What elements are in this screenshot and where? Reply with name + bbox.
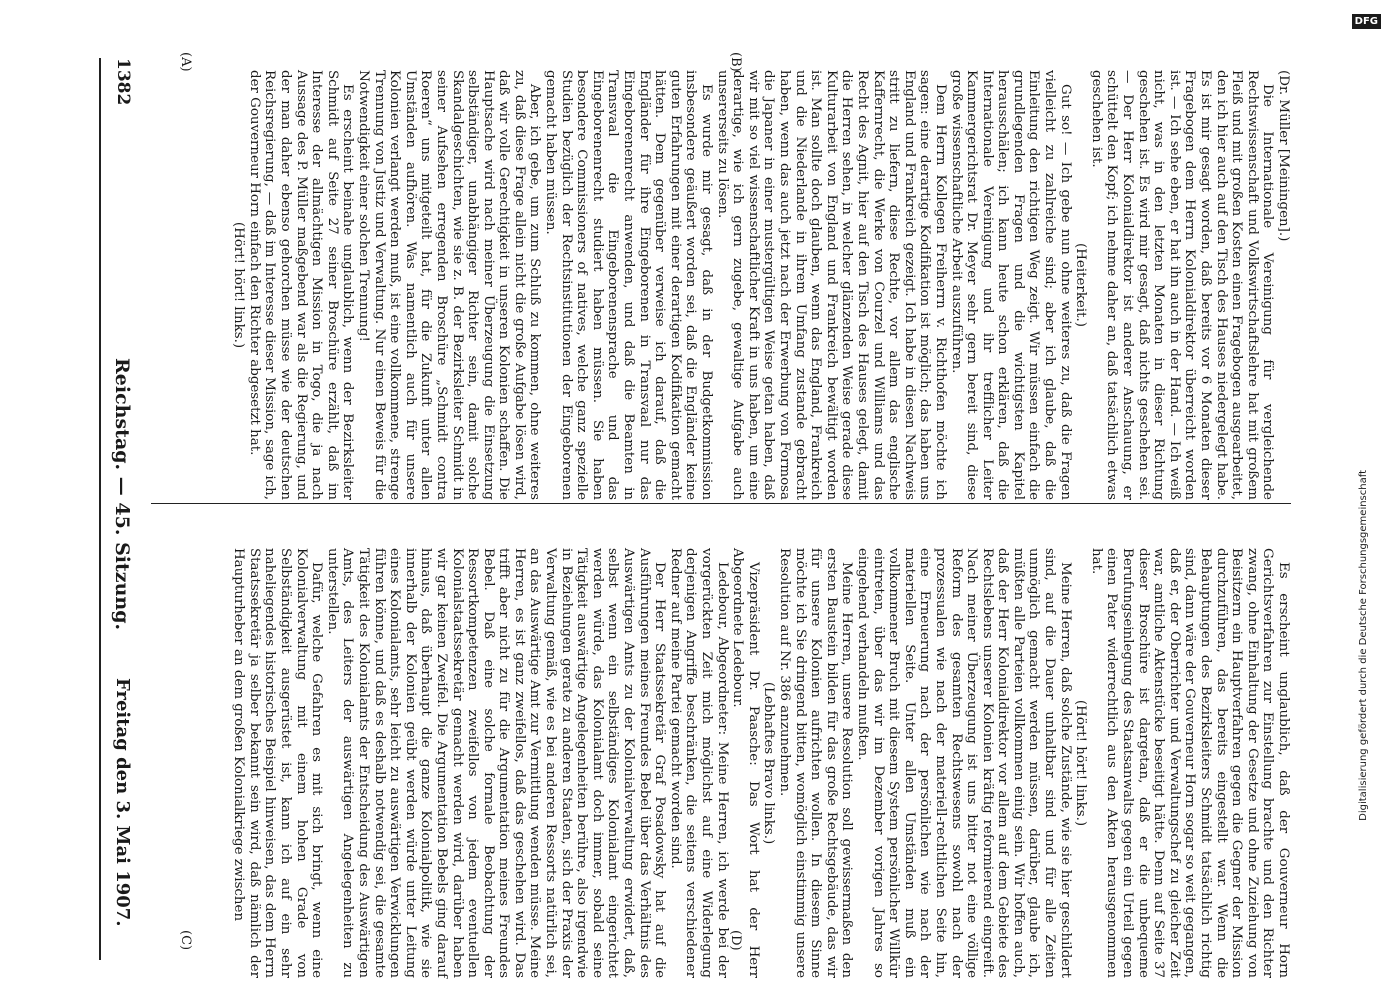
paragraph: Es wurde mir gesagt, daß in der Budgetkommission insbesondere geäußert worden sei, daß die Engländer keine guten Erfahrungen mit einer derartigen Kodifikation gemacht hätten. Dem gegenüber verweise ich darauf, daß die Engländer für ihre Eingeborenen in Transvaal nur das Eingeborenenrecht anwenden, und daß die Beamten in Transvaal die Eingeborenensprache und das Eingeborenenrecht studiert haben müssen. Sie haben besondere Commissioners of natives, welche ganz spezielle Studien bezüglich der Rechtsinstitutionen der Eingeborenen gemacht haben müssen.: [543, 70, 715, 500]
margin-mark-c: (C): [178, 930, 193, 951]
president-line: Vizepräsident Dr. Paasche: Das Wort hat der Herr Abgeordnete Ledebour.: [730, 548, 761, 978]
session-title: Reichstag. — 45. Sitzung.: [111, 358, 133, 631]
left-column: [231, 70, 1291, 500]
dfg-badge: DFG: [1352, 14, 1381, 29]
right-column: [231, 548, 1291, 978]
reaction: (Heiterkeit.): [1073, 243, 1089, 327]
paragraph: Der Herr Staatssekretär Graf Posadowsky hat auf die Ausführungen meines Freundes Bebel über das Verhältnis des Auswärtigen Amts zu der Kolonialverwaltung erwidert, daß, selbst wenn ein selbständiges Kolonialamt eingerichtet werden würde, das Kolonialamt doch immer, sobald seine Tätigkeit auswärtige Angelegenheiten berühre, also irgendwie in Beziehungen gerate zu anderen Staaten, sich der Praxis der Verwaltung gemäß, wie es bei anderen Ressorts natürlich sei, an das Auswärtige Amt zur Vermittlung wenden müsse. Meine Herren, es ist ganz zweifellos, daß das geschehen wird. Das trifft aber nicht zu für die Argumentation meines Freundes Bebel. Daß eine solche formale Beobachtung der Ressortkompetenzen zweifellos von jedem eventuellen Kolonialstaatssekretär gemacht werden wird, darüber haben wir gar keinen Zweifel. Die Argumentation Bebels ging darauf hinaus, daß überhaupt die ganze Kolonialpolitik, wie sie innerhalb der Kolonien geübt werden würde unter Leitung eines Kolonialamts, sehr leicht zu auswärtigen Verwicklungen führen könne, und daß es deshalb notwendig sei, die gesamte Tätigkeit des Kolonialamts der Entscheidung des Auswärtigen Amts, des Leiters der auswärtigen Angelegenheiten zu unterstellen.: [324, 548, 668, 978]
paragraph: Ledebour, Abgeordneter: Meine Herren, ich werde bei der vorgerückten Zeit mich möglichst auf eine Widerlegung derjenigen Angriffe beschränken, die seitens verschiedener Redner auf meine Partei gemacht worden sind.: [667, 548, 730, 978]
paragraph: Dem Herrn Kollegen Freiherrn v. Richthofen möchte ich sagen: eine derartige Kodifikation ist möglich; das haben uns England und Frankreich gezeigt. Ich habe in diesen Nachweis stritt zu liefern, diese Rechte, vor allem das englische Kaffernrecht, die Werke von Courzel und Williams und das Recht des Agnit, hier auf den Tisch des Hauses gelegt, damit die Herren sehen, in welcher glänzenden Weise gerade diese Kulturarbeit von England und Frankreich bewältigt worden ist. Man sollte doch glauben, wenn das England, Frankreich und die Niederlande in ihrem Umfang zustande gebracht haben, wenn das auch jetzt nach der Erwerbung von Formosa die Japaner in einer mustergültigen Weise getan haben, daß wir mit so viel wissenschaftlicher Kraft in uns haben, um eine derartige, wie ich gern zugebe, gewaltige Aufgabe auch unsererseits zu lösen.: [714, 70, 948, 500]
reaction: (Hört! hört! links.): [231, 221, 247, 349]
column-divider: [151, 503, 1291, 504]
session-date: Freitag den 3. Mai 1907.: [112, 678, 133, 927]
dfg-logo: [1352, 14, 1381, 29]
paragraph: Die Internationale Vereinigung für vergleichende Rechtswissenschaft und Volkswirtschaftslehre hat mit großem Fleiß und mit großen Kosten einen Fragebogen ausgearbeitet, den ich hier auch auf den Tisch des Hauses niedergelegt habe. Es ist mir gesagt worden, daß bereits vor 6 Monaten dieser Fragebogen dem Herrn Kolonialdirektor überreicht worden ist. — Ich sehe eben, er hat ihn auch in der Hand. — Ich weiß nicht, was in den letzten Monaten in dieser Richtung geschehen ist. Es wird mir gesagt, daß nichts geschehen sei. — Der Herr Kolonialdirektor ist anderer Anschauung, er schüttelt den Kopf; ich nehme daher an, daß tatsächlich etwas geschehen ist.: [1088, 70, 1276, 500]
margin-mark-a: (A): [178, 52, 193, 72]
paragraph: Meine Herren, unsere Resolution soll gewissermaßen den ersten Baustein bilden für das große Rechtsgebäude, das wir für unsere Kolonien aufrichten wollen. In diesem Sinne möchte ich Sie dringend bitten, womöglich einstimmig unsere Resolution auf Nr. 386 anzunehmen.: [777, 548, 855, 978]
reaction: (Lebhaftes Bravo links.): [761, 681, 777, 845]
speaker-reference: (Dr. Müller [Meiningen].): [1276, 70, 1291, 242]
paragraph: Aber, ich gebe, um zum Schluß zu kommen, ohne weiteres zu, daß diese Frage allein nicht die große Aufgabe lösen wird, daß wir volle Gerechtigkeit in unseren Kolonien schaffen. Die Hauptsache wird nach meiner Überzeugung die Einsetzung selbständiger, unabhängiger Richter sein, damit solche Skandalgeschichten, wie sie z. B. der Bezirksleiter Schmidt in seiner Aufsehen erregenden Broschüre „Schmidt contra Roeren“ uns mitgeteilt hat, für die Zukunft unter allen Umständen aufhören. Was namentlich auch für unsere Kolonien verlangt werden muß, ist eine vollkommene, strenge Trennung von Justiz und Verwaltung. Nur einen Beweis für die Notwendigkeit einer solchen Trennung!: [355, 70, 543, 500]
page-number: 1382: [113, 58, 133, 106]
paragraph: Dafür, welche Gefahren es mit sich bringt, wenn eine Kolonialverwaltung mit einem hohen Grade von Selbständigkeit ausgerüstet ist, kann ich auf ein sehr naheliegendes historisches Beispiel hinweisen, das dem Herrn Staatssekretär ja selber bekannt sein wird, daß nämlich der Haupturheber an dem großen Kolonialkriege zwischen: [231, 548, 325, 978]
margin-mark-d: (D): [728, 930, 743, 951]
paragraph: Es erscheint beinahe unglaublich, wenn der Bezirksleiter Schmidt auf Seite 27 seiner Broschüre erzählt, daß im Interesse der allmächtigen Mission in Togo, die ja nach Aussage des P. Müller maßgebend war als die Regierung, und der man daher ebenso gehorchen müsse wie der deutschen Reichsregierung, — daß im Interesse dieser Mission, sage ich, der Gouverneur Horn einfach den Richter abgesetzt hat.: [246, 70, 356, 500]
digitization-note: Digitalisierung gefördert durch die Deutsche Forschungsgemeinschaft: [1358, 470, 1369, 821]
reaction: (Hört! hört! links.): [1073, 699, 1089, 827]
margin-mark-b: (B): [728, 52, 743, 72]
page-header: [99, 58, 141, 960]
paragraph: Es erscheint unglaublich, daß der Gouverneur Horn Gerichtsverfahren zur Einstellung brachte und den Richter zwang, ohne Einhaltung der Gesetze und ohne Zuziehung von Beisitzern ein Hauptverfahren gegen die Gegner der Mission durchzuführen, das bereits eingestellt war. Wenn die Behauptungen des Bezirksleiters Schmidt tatsächlich richtig sind, dann wäre der Gouverneur Horn sogar so weit gegangen, daß er, der Oberrichter und Verwaltungschef zu gleicher Zeit war, amtliche Aktenstücke beseitigt hätte. Denn auf Seite 37 dieser Broschüre ist dargetan, daß er die unbequeme Berufungseinlegung des Staatsanwalts gegen ein Urteil gegen einen Pater widerrechtlich aus den Akten herausgenommen hat.: [1088, 548, 1291, 978]
paragraph: Gut so! — Ich gebe nun ohne weiteres zu, daß die Fragen vielleicht zu zahlreiche sind; aber ich glaube, daß die Einleitung den richtigen Weg zeigt. Wir müssen einfach die grundlegenden Fragen und die wichtigsten Kapitel herausschälen; ich kann heute schon erklären, daß die Internationale Vereinigung und ihr trefflicher Leiter Kammergerichtsrat Dr. Meyer sehr gern bereit sind, diese große wissenschaftliche Arbeit auszuführen.: [948, 70, 1073, 500]
paragraph: Meine Herren, daß solche Zustände, wie sie hier geschildert sind, auf die Dauer unhaltbar sind und für alle Zeiten unmöglich gemacht werden müssen, darüber, glaube ich, müßten alle Parteien vollkommen einig sein. Wir hoffen auch, daß der Herr Kolonialdirektor vor allem auf dem Gebiete des Rechtslebens unserer Kolonien kräftig reformierend eingreift. Nach meiner Überzeugung ist uns bitter not eine völlige Reform des gesamten Rechtswesens sowohl nach der prozessualen wie nach der materiell-rechtlichen Seite hin, eine Erneuerung nach der persönlichen wie nach der materiellen Seite. Unter allen Umständen muß ein vollkommener Bruch mit diesem System persönlicher Willkür eintreten, über das wir im Dezember vorigen Jahres so eingehend verhandeln mußten.: [854, 548, 1073, 978]
